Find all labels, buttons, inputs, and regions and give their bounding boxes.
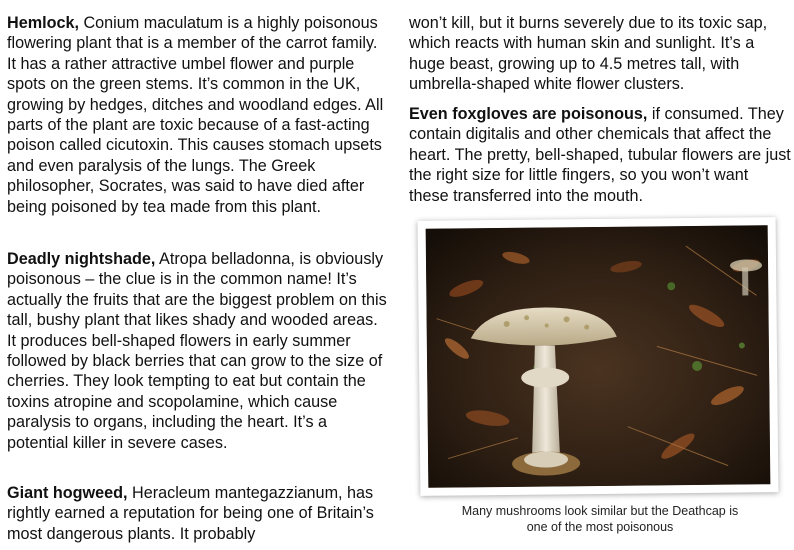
foxgloves-text: if consumed. They contain digitalis and other chemicals that affect the heart. The pretty, bell-shaped, tubular flowers are just the right size for little fingers, so you won’t want these transferred into the mouth. <box>409 105 791 205</box>
hogweed-continued-text: won’t kill, but it burns severely due to its toxic sap, which reacts with human skin and sunlight. It’s a huge beast, growing up to 4.5 metres tall, with umbrella-shaped white flower clusters. <box>409 14 768 94</box>
paragraph-giant-hogweed <box>7 483 390 544</box>
paragraph-hogweed-continued <box>409 13 791 95</box>
foxgloves-heading: Even foxgloves are poisonous, <box>409 105 648 123</box>
paragraph-foxgloves <box>409 104 791 206</box>
photo-frame <box>418 217 779 496</box>
photo-caption <box>425 503 775 535</box>
nightshade-heading: Deadly nightshade, <box>7 250 156 268</box>
deathcap-mushroom-image <box>426 225 771 488</box>
hogweed-text: Heracleum mantegazzianum, has rightly earned a reputation for being one of Britain’s most dangerous plants. It probably <box>7 484 374 543</box>
hemlock-heading: Hemlock, <box>7 14 79 32</box>
nightshade-text: Atropa belladonna, is obviously poisonous – the clue is in the common name! It’s actually the fruits that are the biggest problem on this tall, bushy plant that likes shady and wooded areas. It produces bell-shaped flowers in early summer followed by black berries that can grow to the size of cherries. They look tempting to eat but contain the toxins atropine and scopolamine, which cause paralysis to organs, including the heart. It’s a potential killer in severe cases. <box>7 250 387 452</box>
hogweed-heading: Giant hogweed, <box>7 484 128 502</box>
deathcap-photo <box>426 225 771 488</box>
hemlock-text: Conium maculatum is a highly poisonous flowering plant that is a member of the carrot family. It has a rather attractive umbel flower and purple spots on the green stems. It’s common in the UK, growing by hedges, ditches and woodland edges. All parts of the plant are toxic because of a fast-acting poison called cicutoxin. This causes stomach upsets and even paralysis of the lungs. The Greek philosopher, Socrates, was said to have died after being poisoned by tea made from this plant. <box>7 14 384 216</box>
paragraph-deadly-nightshade <box>7 249 390 453</box>
paragraph-hemlock <box>7 13 390 217</box>
caption-line-1: Many mushrooms look similar but the Deathcap is <box>461 504 739 518</box>
caption-line-2: one of the most poisonous <box>526 520 674 534</box>
